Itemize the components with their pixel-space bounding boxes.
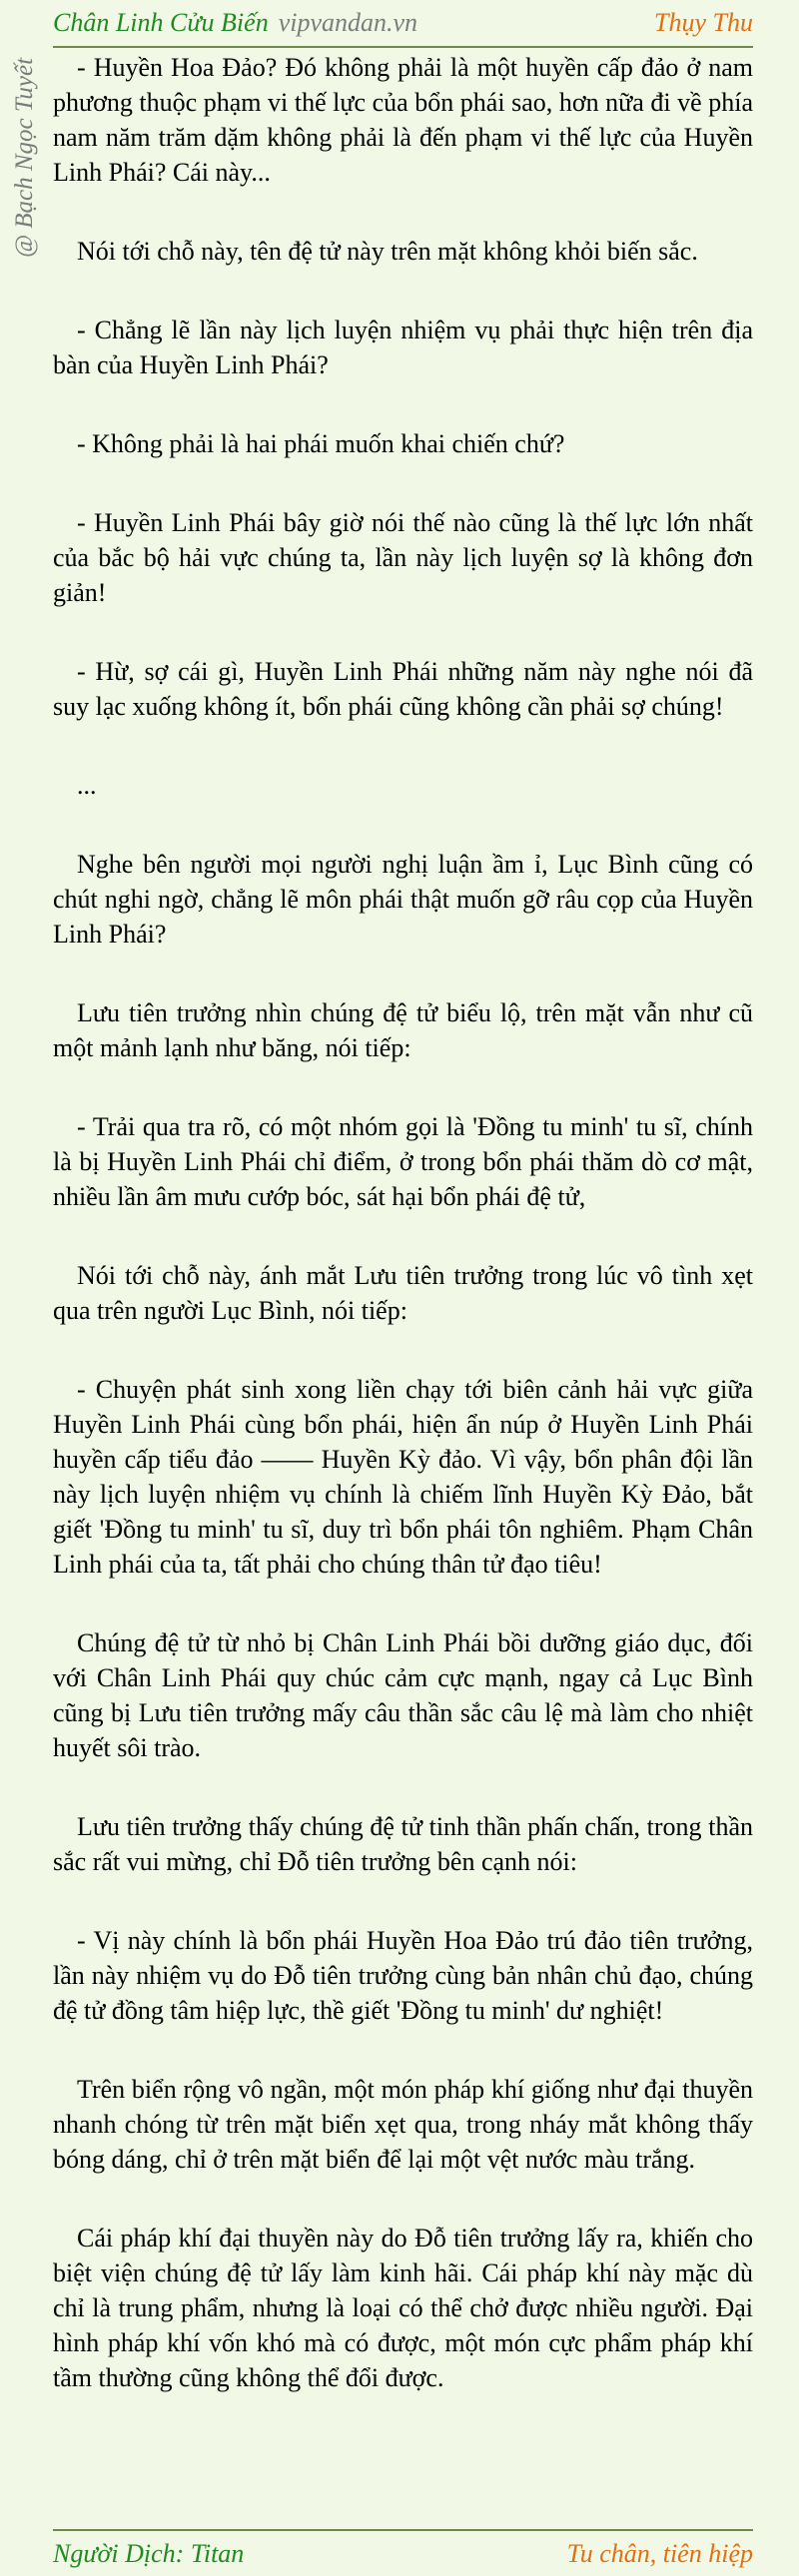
paragraph: - Hừ, sợ cái gì, Huyền Linh Phái những năm này nghe nói đã suy lạc xuống không ít, bổn phái cũng không cần phải sợ chúng! [53,657,753,721]
paragraph: Lưu tiên trưởng thấy chúng đệ tử tinh thần phấn chấn, trong thần sắc rất vui mừng, chỉ Đỗ tiên trưởng bên cạnh nói: [53,1812,753,1876]
paragraph: Cái pháp khí đại thuyền này do Đỗ tiên trưởng lấy ra, khiến cho biệt viện chúng đệ tử lấy làm kinh hãi. Cái pháp khí này mặc dù chỉ là trung phẩm, nhưng là loại có thể chở được nhiều người. Đại hình pháp khí vốn khó mà có được, một món cực phẩm pháp khí tầm thường cũng không thể đổi được. [53,2224,753,2392]
header-left [53,0,417,46]
paragraph: - Vị này chính là bổn phái Huyền Hoa Đảo trú đảo tiên trưởng, lần này nhiệm vụ do Đỗ tiên trưởng cùng bản nhân chủ đạo, chúng đệ tử đồng tâm hiệp lực, thề giết 'Đồng tu minh' dư nghiệt! [53,1926,753,2025]
header [53,0,753,46]
site-name: vipvandan.vn [278,8,418,37]
paragraph: Nghe bên người mọi người nghị luận ầm ỉ, Lục Bình cũng có chút nghi ngờ, chẳng lẽ môn phái thật muốn gỡ râu cọp của Huyền Linh Phái? [53,850,753,949]
paragraph: - Không phải là hai phái muốn khai chiến chứ? [77,429,565,458]
paragraph: ... [77,771,97,800]
chapter-body [53,50,753,2439]
paragraph: Chúng đệ tử từ nhỏ bị Chân Linh Phái bồi dưỡng giáo dục, đối với Chân Linh Phái quy chúc cảm cực mạnh, ngay cả Lục Bình cũng bị Lưu tiên trưởng mấy câu thần sắc câu lệ mà làm cho nhiệt huyết sôi trào. [53,1628,753,1762]
header-rule [53,46,753,48]
paragraph: Nói tới chỗ này, ánh mắt Lưu tiên trưởng trong lúc vô tình xẹt qua trên người Lục Bình, nói tiếp: [53,1261,753,1325]
side-watermark: @ Bạch Ngọc Tuyết [11,58,38,259]
paragraph: - Chẳng lẽ lần này lịch luyện nhiệm vụ phải thực hiện trên địa bàn của Huyền Linh Phái? [53,316,753,379]
paragraph: Lưu tiên trưởng nhìn chúng đệ tử biểu lộ, trên mặt vẫn như cũ một mảnh lạnh như băng, nói tiếp: [53,998,753,1062]
paragraph: - Chuyện phát sinh xong liền chạy tới biên cảnh hải vực giữa Huyền Linh Phái cùng bổn phái, hiện ẩn núp ở Huyền Linh Phái huyền cấp tiểu đảo —— Huyền Kỳ đảo. Vì vậy, bổn phân đội lần này lịch luyện nhiệm vụ chính là chiếm lĩnh Huyền Kỳ Đảo, bắt giết 'Đồng tu minh' tu sĩ, duy trì bổn phái tôn nghiêm. Phạm Chân Linh phái của ta, tất phải cho chúng thân tử đạo tiêu! [53,1375,753,1579]
paragraph: - Trải qua tra rõ, có một nhóm gọi là 'Đồng tu minh' tu sĩ, chính là bị Huyền Linh Phái chỉ điểm, ở trong bổn phái thăm dò cơ mật, nhiều lần âm mưu cướp bóc, sát hại bổn phái đệ tử, [53,1112,753,1211]
paragraph: - Huyền Linh Phái bây giờ nói thế nào cũng là thế lực lớn nhất của bắc bộ hải vực chúng ta, lần này lịch luyện sợ là không đơn giản! [53,508,753,607]
translator-credit: Người Dịch: Titan [53,2539,245,2568]
book-title: Chân Linh Cửu Biến [53,8,269,37]
author-name: Thụy Thu [654,8,753,37]
footer-rule [53,2529,753,2531]
paragraph: - Huyền Hoa Đảo? Đó không phải là một huyền cấp đảo ở nam phương thuộc phạm vi thế lực của bổn phái sao, hơn nữa đi về phía nam năm trăm dặm không phải là đến phạm vi thế lực của Huyền Linh Phái? Cái này... [53,53,753,187]
footer [53,2532,753,2576]
paragraph: Trên biển rộng vô ngần, một món pháp khí giống như đại thuyền nhanh chóng từ trên mặt biển xẹt qua, trong nháy mắt không thấy bóng dáng, chỉ ở trên mặt biển để lại một vệt nước màu trắng. [53,2075,753,2174]
genre-label: Tu chân, tiên hiệp [566,2539,753,2568]
paragraph: Nói tới chỗ này, tên đệ tử này trên mặt không khỏi biến sắc. [77,237,698,266]
